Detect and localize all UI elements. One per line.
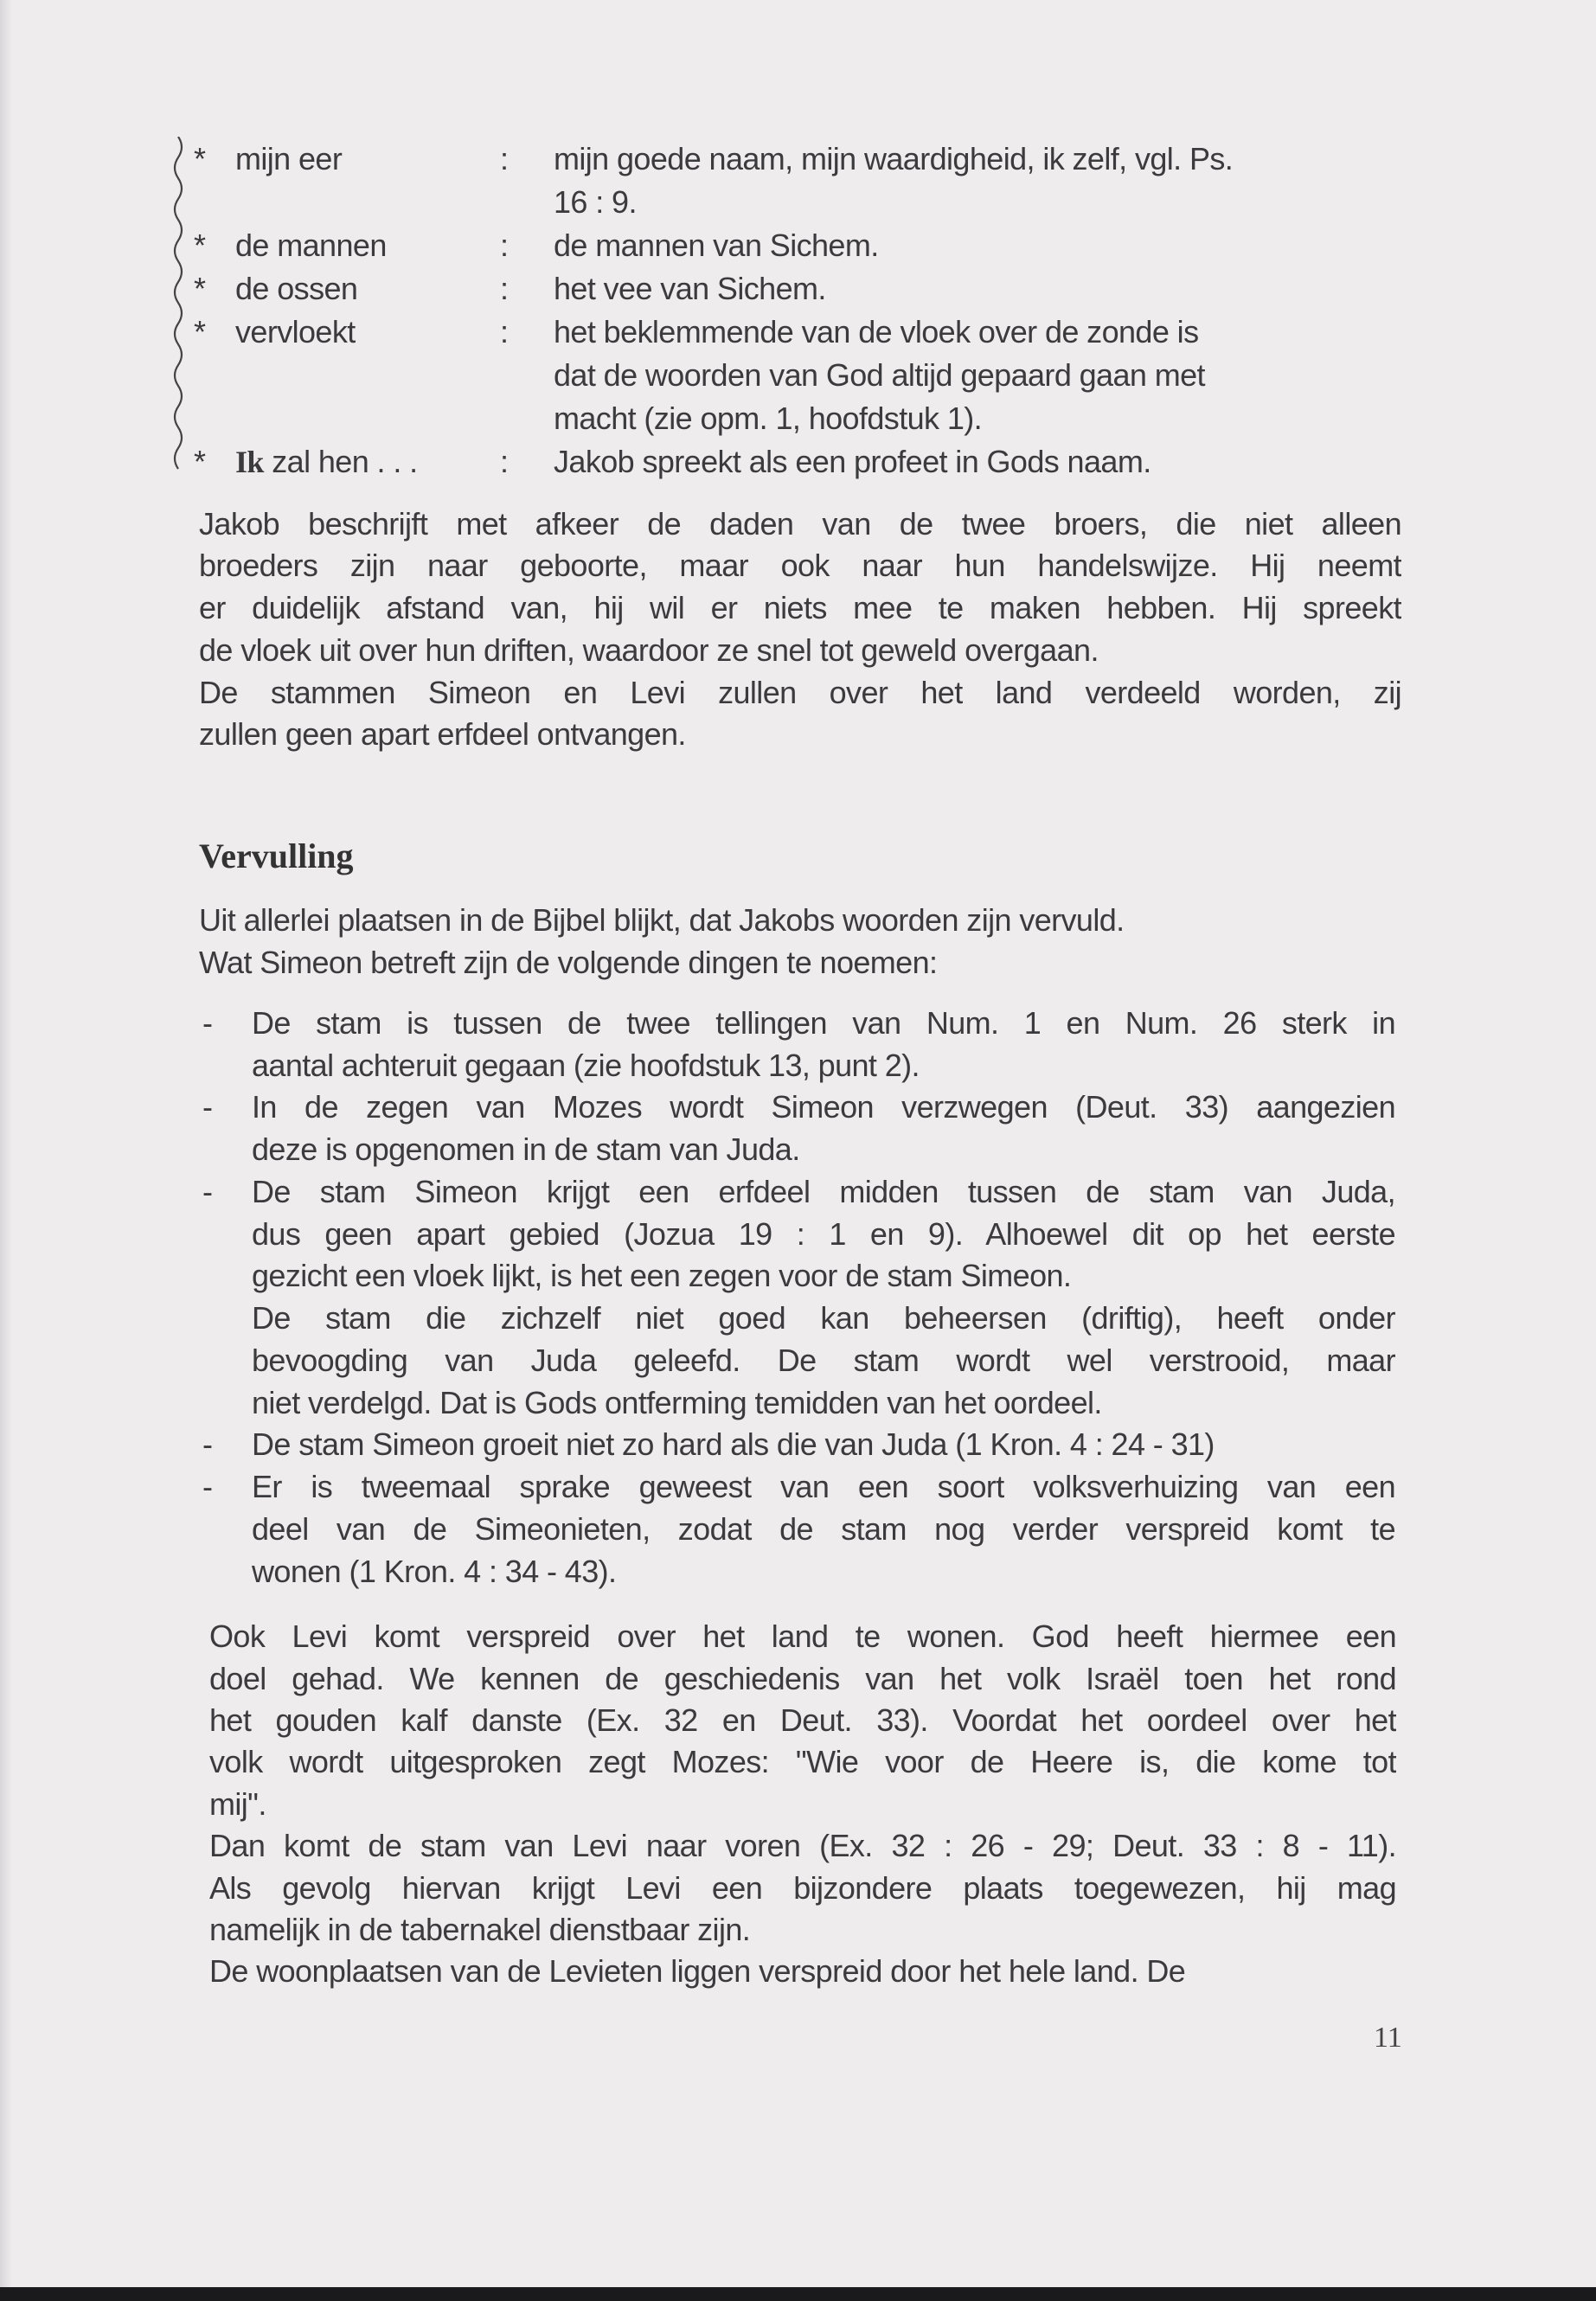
bullet-dash: -: [202, 1174, 213, 1209]
wavy-brace-icon: [170, 137, 187, 483]
glossary-term-bold: Ik: [235, 445, 264, 479]
glossary-term-text: mijn eer: [235, 141, 343, 176]
glossary-separator: :: [500, 228, 509, 263]
paragraph-line: de vloek uit over hun driften, waardoor ze snel tot geweld overgaan.: [199, 632, 1099, 668]
glossary-definition-line: dat de woorden van God altijd gepaard gaan met: [554, 357, 1205, 393]
bullet-line: De stam Simeon groeit niet zo hard als die van Juda (1 Kron. 4 : 24 - 31): [252, 1426, 1215, 1462]
paragraph-line: De woonplaatsen van de Levieten liggen verspreid door het hele land. De: [209, 1953, 1186, 1989]
glossary-separator: :: [500, 444, 509, 479]
paragraph-line: doel gehad. We kennen de geschiedenis van het volk Israël toen het rond: [209, 1661, 1396, 1696]
glossary-definition-line: 16 : 9.: [554, 184, 637, 220]
paragraph-line: het gouden kalf danste (Ex. 32 en Deut. 33). Voordat het oordeel over het: [209, 1702, 1396, 1738]
paragraph-line: mij".: [209, 1786, 266, 1822]
bullet-line: wonen (1 Kron. 4 : 34 - 43).: [252, 1554, 617, 1589]
glossary-definition-line: het beklemmende van de vloek over de zonde is: [554, 314, 1199, 349]
bullet-line: bevoogding van Juda geleefd. De stam wordt wel verstrooid, maar: [252, 1343, 1395, 1378]
page-bottom-edge: [0, 2287, 1596, 2301]
bullet-line: De stam is tussen de twee tellingen van Num. 1 en Num. 26 sterk in: [252, 1005, 1395, 1041]
glossary-term-text: vervloekt: [235, 314, 356, 349]
paragraph-line: broeders zijn naar geboorte, maar ook naar hun handelswijze. Hij neemt: [199, 548, 1401, 583]
paragraph-line: De stammen Simeon en Levi zullen over het land verdeeld worden, zij: [199, 675, 1401, 710]
glossary-separator: :: [500, 314, 509, 349]
bullet-line: gezicht een vloek lijkt, is het een zegen voor de stam Simeon.: [252, 1258, 1072, 1293]
paragraph-line: Als gevolg hiervan krijgt Levi een bijzondere plaats toegewezen, hij mag: [209, 1870, 1396, 1906]
glossary-marker: *: [194, 141, 206, 176]
glossary-marker: *: [194, 444, 206, 479]
paragraph-line: Jakob beschrijft met afkeer de daden van de twee broers, die niet alleen: [199, 506, 1401, 542]
bullet-line: De stam die zichzelf niet goed kan beheersen (driftig), heeft onder: [252, 1300, 1395, 1336]
bullet-dash: -: [202, 1426, 213, 1462]
paragraph-line: namelijk in de tabernakel dienstbaar zijn.: [209, 1912, 751, 1947]
glossary-definition-line: mijn goede naam, mijn waardigheid, ik zelf, vgl. Ps.: [554, 141, 1234, 176]
bullet-line: niet verdelgd. Dat is Gods ontferming temidden van het oordeel.: [252, 1385, 1102, 1420]
paragraph-line: Wat Simeon betreft zijn de volgende dingen te noemen:: [199, 945, 938, 980]
glossary-marker: *: [194, 314, 206, 349]
paragraph-line: zullen geen apart erfdeel ontvangen.: [199, 716, 686, 752]
bullet-line: aantal achteruit gegaan (zie hoofdstuk 13, punt 2).: [252, 1048, 920, 1083]
glossary-definition-line: de mannen van Sichem.: [554, 228, 879, 263]
glossary-definition-line: Jakob spreekt als een profeet in Gods naam.: [554, 444, 1151, 479]
glossary-separator: :: [500, 271, 509, 306]
bullet-line: deze is opgenomen in de stam van Juda.: [252, 1131, 800, 1167]
bullet-line: dus geen apart gebied (Jozua 19 : 1 en 9). Alhoewel dit op het eerste: [252, 1216, 1395, 1252]
bullet-dash: -: [202, 1005, 213, 1041]
bullet-line: Er is tweemaal sprake geweest van een soort volksverhuizing van een: [252, 1469, 1395, 1504]
bullet-line: De stam Simeon krijgt een erfdeel midden tussen de stam van Juda,: [252, 1174, 1395, 1209]
glossary-term-text: de ossen: [235, 271, 358, 306]
bullet-dash: -: [202, 1089, 213, 1125]
glossary-separator: :: [500, 141, 509, 176]
paragraph-line: Uit allerlei plaatsen in de Bijbel blijkt, dat Jakobs woorden zijn vervuld.: [199, 902, 1125, 938]
glossary-marker: *: [194, 228, 206, 263]
glossary-term-text: de mannen: [235, 228, 387, 263]
bullet-line: deel van de Simeonieten, zodat de stam nog verder verspreid komt te: [252, 1511, 1395, 1547]
glossary-marker: *: [194, 271, 206, 306]
glossary-term: [235, 140, 342, 178]
page-left-edge: [0, 0, 12, 2301]
page-number: 11: [1374, 2022, 1402, 2054]
bullet-dash: -: [202, 1469, 213, 1504]
paragraph-line: Dan komt de stam van Levi naar voren (Ex. 32 : 26 - 29; Deut. 33 : 8 - 11).: [209, 1828, 1396, 1863]
section-heading: Vervulling: [199, 836, 354, 875]
glossary-definition-line: macht (zie opm. 1, hoofdstuk 1).: [554, 401, 983, 436]
paragraph-line: er duidelijk afstand van, hij wil er niets mee te maken hebben. Hij spreekt: [199, 590, 1401, 625]
paragraph-line: volk wordt uitgesproken zegt Mozes: "Wie voor de Heere is, die kome tot: [209, 1744, 1396, 1779]
glossary-term: [235, 270, 357, 308]
glossary-term: [235, 443, 418, 481]
paragraph-line: Ook Levi komt verspreid over het land te wonen. God heeft hiermee een: [209, 1618, 1396, 1654]
glossary-term: [235, 313, 356, 351]
glossary-term: [235, 227, 387, 265]
glossary-definition-line: het vee van Sichem.: [554, 271, 826, 306]
glossary-term-text: zal hen . . .: [272, 444, 418, 479]
bullet-line: In de zegen van Mozes wordt Simeon verzwegen (Deut. 33) aangezien: [252, 1089, 1395, 1125]
